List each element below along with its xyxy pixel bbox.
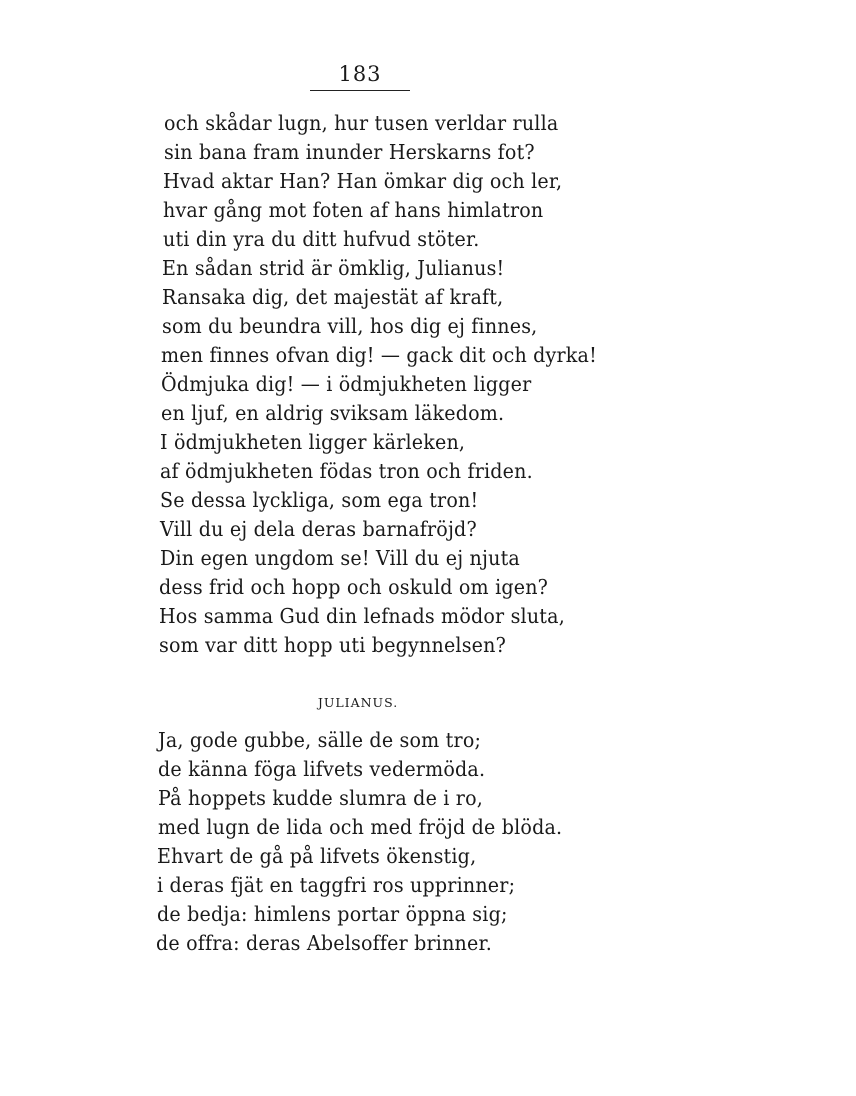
verse-line: en ljuf, en aldrig sviksam läkedom.: [161, 401, 505, 425]
verse-line: de känna föga lifvets vedermöda.: [158, 757, 486, 781]
verse-line: men finnes ofvan dig! — gack dit och dyrka!: [161, 343, 597, 367]
verse-line: En sådan strid är ömklig, Julianus!: [162, 256, 505, 280]
verse-line: hvar gång mot foten af hans himlatron: [163, 198, 544, 222]
verse-line: Hvad aktar Han? Han ömkar dig och ler,: [163, 169, 563, 193]
verse-line: de offra: deras Abelsoffer brinner.: [156, 931, 492, 955]
verse-line: Ja, gode gubbe, sälle de som tro;: [158, 728, 482, 752]
verse-line: och skådar lugn, hur tusen verldar rulla: [164, 111, 559, 135]
verse-line: Din egen ungdom se! Vill du ej njuta: [160, 546, 520, 570]
verse-line: uti din yra du ditt hufvud stöter.: [163, 227, 480, 251]
verse-line: som du beundra vill, hos dig ej finnes,: [162, 314, 538, 338]
verse-line: Hos samma Gud din lefnads mödor sluta,: [159, 604, 565, 628]
verse-line: de bedja: himlens portar öppna sig;: [157, 902, 508, 926]
verse-line: Ödmjuka dig! — i ödmjukheten ligger: [161, 372, 532, 396]
page-number-rule: [310, 90, 410, 91]
verse-line: Ransaka dig, det majestät af kraft,: [162, 285, 504, 309]
verse-line: I ödmjukheten ligger kärleken,: [160, 430, 466, 454]
verse-line: På hoppets kudde slumra de i ro,: [158, 786, 484, 810]
verse-line: Vill du ej dela deras barnafröjd?: [160, 517, 477, 541]
verse-line: med lugn de lida och med fröjd de blöda.: [158, 815, 563, 839]
speaker-name: JULIANUS.: [317, 695, 399, 710]
verse-line: i deras fjät en taggfri ros upprinner;: [157, 873, 516, 897]
verse-line: Ehvart de gå på lifvets ökenstig,: [157, 844, 477, 868]
verse-line: dess frid och hopp och oskuld om igen?: [159, 575, 549, 599]
verse-line: Se dessa lyckliga, som ega tron!: [160, 488, 479, 512]
verse-line: som var ditt hopp uti begynnelsen?: [159, 633, 507, 657]
page-number: 183: [338, 62, 382, 86]
verse-line: sin bana fram inunder Herskarns fot?: [164, 140, 535, 164]
verse-line: af ödmjukheten födas tron och friden.: [160, 459, 533, 483]
